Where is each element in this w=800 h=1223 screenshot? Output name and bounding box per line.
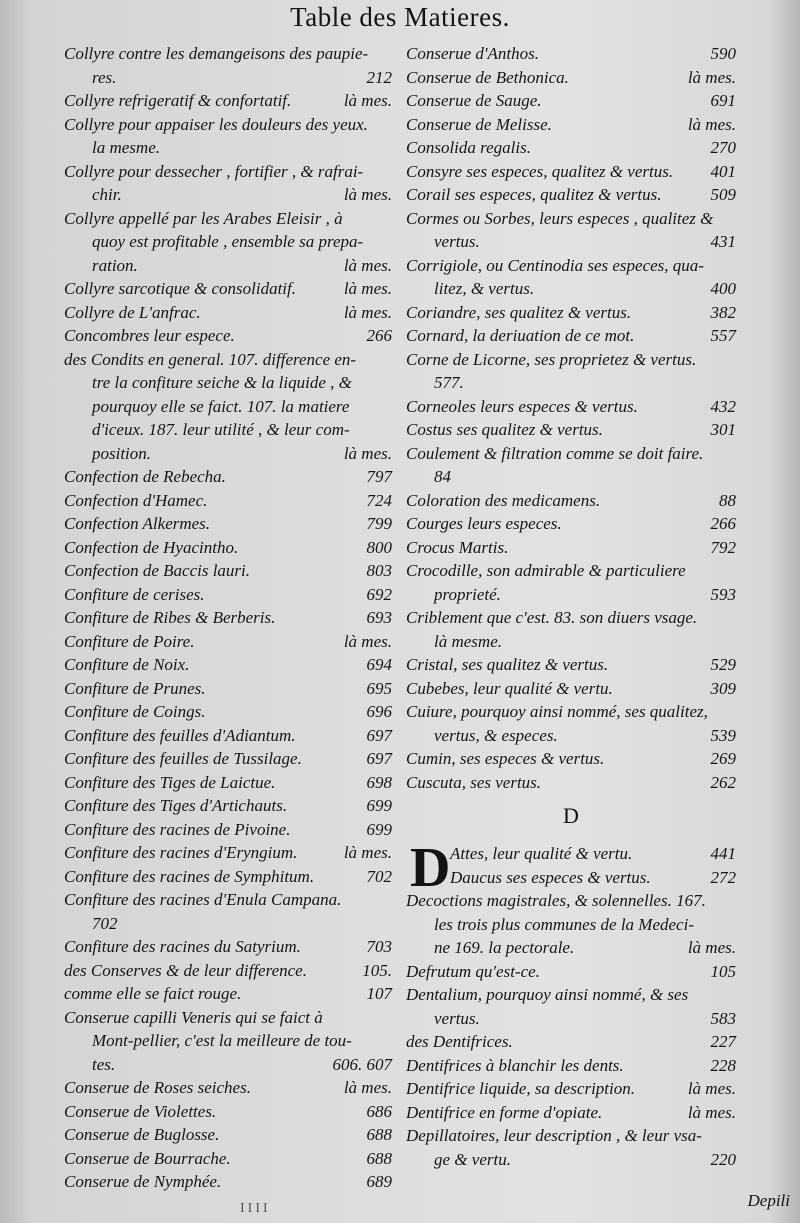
entry-text-line: Coloration des medicamens. [406, 490, 601, 510]
page-reference: 262 [710, 772, 736, 792]
page-reference: 688 [366, 1148, 392, 1168]
entry-text-line: Conserue d'Anthos. [406, 44, 540, 63]
index-entry [406, 606, 736, 653]
entry-text-line: Mont-pellier, c'est la meilleure de tou- [92, 1031, 352, 1050]
index-entry [64, 747, 392, 771]
page-reference: là mes. [343, 302, 392, 322]
index-entry [406, 113, 736, 137]
right-column [406, 42, 736, 1171]
page-reference: 606. 607 [332, 1054, 392, 1074]
index-entry [64, 348, 392, 466]
index-entry [406, 418, 736, 442]
page-reference: 509 [710, 185, 736, 204]
page-reference: 593 [710, 584, 736, 604]
page-reference: 382 [710, 302, 736, 322]
index-entry [64, 1100, 392, 1124]
page-reference: 301 [710, 420, 736, 439]
entry-text-line: Confiture des Tiges d'Artichauts. [64, 796, 288, 815]
entry-text-line: des Conserves & de leur difference. [64, 960, 307, 980]
index-entry [406, 301, 736, 325]
entry-text-line: Conserue de Melisse. [406, 114, 552, 134]
entry-text-line: Dentifrices à blanchir les dents. [406, 1055, 624, 1075]
page-reference: 105. [362, 960, 392, 980]
entry-text-line: Confiture des racines de Pivoine. [64, 819, 291, 839]
entry-text-line: Conserue de Sauge. [406, 91, 542, 110]
page-reference: 105 [710, 961, 736, 981]
page-reference: 228 [710, 1055, 736, 1075]
page-reference: 693 [366, 608, 392, 627]
page-reference: là mes. [687, 1079, 736, 1098]
page-reference: 699 [366, 796, 392, 815]
index-entry [406, 559, 736, 606]
entry-text-line: Daucus ses especes & vertus. [450, 867, 651, 887]
index-entry [406, 866, 736, 890]
page-reference: là mes. [687, 1102, 736, 1122]
entry-text-line: Conserue de Nymphée. [64, 1172, 222, 1191]
index-entry [406, 207, 736, 254]
entry-text-line: Collyre pour dessecher , fortifier , & rafrai- [64, 161, 364, 181]
index-entry [406, 66, 736, 90]
index-entry [406, 512, 736, 536]
page-reference: 689 [366, 1172, 392, 1191]
entry-text-line: Confiture de Prunes. [64, 678, 206, 698]
entry-text-line: pourquoy elle se faict. 107. la matiere [92, 396, 350, 416]
index-entry [406, 1124, 736, 1171]
entry-text-line: position. [92, 443, 152, 463]
index-entry [406, 136, 736, 160]
page-reference: 724 [366, 490, 392, 510]
index-entry [64, 113, 392, 160]
entry-text-line: Courges leurs especes. [406, 514, 562, 533]
page-reference: 590 [710, 44, 736, 63]
entry-text-line: ne 169. la pectorale. [434, 938, 575, 957]
entry-text-line: Defrutum qu'est-ce. [406, 961, 540, 981]
entry-text-line: Conserue de Bethonica. [406, 67, 569, 87]
entry-text-line: Cristal, ses qualitez & vertus. [406, 655, 609, 674]
entry-text-line: Attes, leur qualité & vertu. [450, 844, 633, 863]
entry-text-line: Confiture des feuilles d'Adiantum. [64, 725, 296, 745]
index-entry [64, 724, 392, 748]
entry-text-line: Confiture des racines d'Enula Campana. [64, 890, 342, 909]
index-entry [64, 1170, 392, 1194]
entry-text-line: Collyre refrigeratif & confortatif. [64, 91, 292, 110]
index-entry [406, 747, 736, 771]
entry-text-line: 702 [92, 913, 118, 933]
index-entry [64, 606, 392, 630]
entry-text-line: Confiture des racines de Symphitum. [64, 866, 315, 886]
entry-text-line: 84 [434, 467, 451, 486]
entry-text-line: litez, & vertus. [434, 279, 535, 298]
index-entry [64, 324, 392, 348]
page-reference: 702 [366, 866, 392, 886]
index-entry [406, 442, 736, 489]
entry-text-line: Conserue de Violettes. [64, 1101, 217, 1121]
catchword: Depili [747, 1191, 790, 1210]
entry-text-line: Confiture de cerises. [64, 584, 205, 604]
page-reference: 800 [366, 537, 392, 557]
entry-text-line: Dentifrice en forme d'opiate. [406, 1102, 603, 1122]
entry-text-line: Concombres leur espece. [64, 326, 235, 345]
page-reference: 692 [366, 584, 392, 604]
entry-text-line: 577. [434, 373, 464, 392]
index-entry [64, 677, 392, 701]
page-reference: 703 [366, 937, 392, 956]
page-reference: 212 [366, 67, 392, 87]
entry-text-line: d'iceux. 187. leur utilité , & leur com- [92, 420, 350, 439]
entry-text-line: Confiture des racines du Satyrium. [64, 937, 301, 956]
entry-text-line: quoy est profitable , ensemble sa prepa- [92, 232, 364, 251]
index-entry [406, 677, 736, 701]
entry-text-line: Criblement que c'est. 83. son diuers vsage. [406, 608, 698, 627]
page-reference: là mes. [687, 938, 736, 957]
index-entry [64, 818, 392, 842]
entry-text-line: Confiture de Poire. [64, 631, 195, 651]
entry-text-line: Confiture de Noix. [64, 655, 190, 674]
entry-text-line: vertus, & especes. [434, 725, 558, 745]
page-reference: 696 [366, 702, 392, 721]
index-entry [406, 842, 736, 866]
index-entry [406, 183, 736, 207]
entry-text-line: res. [92, 67, 117, 87]
entry-text-line: Collyre sarcotique & consolidatif. [64, 279, 296, 298]
index-entry [406, 1101, 736, 1125]
entry-text-line: Confiture des Tiges de Laictue. [64, 772, 276, 792]
entry-text-line: Confection de Hyacintho. [64, 537, 239, 557]
index-entry [64, 536, 392, 560]
index-entry [64, 489, 392, 513]
entry-text-line: Costus ses qualitez & vertus. [406, 420, 603, 439]
index-entry [64, 841, 392, 865]
entry-text-line: ge & vertu. [434, 1149, 511, 1169]
index-entry [64, 559, 392, 583]
left-column [64, 42, 392, 1194]
page-reference: là mes. [343, 843, 392, 862]
index-entry [64, 160, 392, 207]
entry-text-line: Coulement & filtration comme se doit faire. [406, 443, 704, 463]
page-reference: 227 [710, 1032, 736, 1051]
index-entry [64, 865, 392, 889]
entry-text-line: comme elle se faict rouge. [64, 984, 242, 1003]
page-reference: 699 [366, 819, 392, 839]
entry-text-line: Confiture des racines d'Eryngium. [64, 843, 298, 862]
index-entry [64, 89, 392, 113]
entry-text-line: chir. [92, 185, 122, 204]
index-entry [406, 653, 736, 677]
page-reference: 270 [710, 138, 736, 157]
entry-text-line: Cuscuta, ses vertus. [406, 772, 542, 792]
index-entry [406, 489, 736, 513]
page-reference: 529 [710, 655, 736, 674]
index-entry [64, 512, 392, 536]
page-reference: 107 [366, 984, 392, 1003]
entry-text-line: Confiture de Ribes & Berberis. [64, 608, 276, 627]
page-reference: 803 [366, 561, 392, 580]
entry-text-line: les trois plus communes de la Medeci- [434, 914, 694, 934]
entry-text-line: Crocodille, son admirable & particuliere [406, 561, 686, 580]
entry-text-line: Cuiure, pourquoy ainsi nommé, ses qualitez, [406, 702, 708, 721]
index-entry [406, 889, 736, 960]
page-reference: 266 [366, 326, 392, 345]
entry-text-line: Dentifrice liquide, sa description. [406, 1079, 635, 1098]
page-reference: 557 [710, 326, 736, 345]
entry-text-line: Collyre appellé par les Arabes Eleisir , à [64, 208, 343, 228]
entry-text-line: Confection d'Hamec. [64, 490, 208, 510]
dropcap-letter: D [410, 837, 451, 899]
entry-text-line: Decoctions magistrales, & solennelles. 167. [406, 891, 706, 910]
entry-text-line: Cornard, la deriuation de ce mot. [406, 326, 635, 345]
entry-text-line: Confiture de Coings. [64, 702, 206, 721]
page-reference: 694 [366, 655, 392, 674]
page-reference: 266 [710, 514, 736, 533]
entry-text-line: là mesme. [434, 631, 502, 651]
page-reference: 220 [710, 1149, 736, 1169]
entry-text-line: Conserue de Bourrache. [64, 1148, 231, 1168]
index-entry [406, 983, 736, 1030]
entry-text-line: Conserue de Buglosse. [64, 1125, 220, 1144]
index-entry [64, 277, 392, 301]
index-entry [406, 348, 736, 395]
entry-text-line: Corrigiole, ou Centinodia ses especes, qua- [406, 255, 704, 275]
index-entry [64, 1123, 392, 1147]
page-reference: 583 [710, 1008, 736, 1028]
index-entry [406, 160, 736, 184]
page-reference: 432 [710, 396, 736, 416]
page-reference: 441 [710, 844, 736, 863]
entry-text-line: la mesme. [92, 138, 160, 157]
page-header: Table des Matieres. [290, 2, 510, 32]
index-entry [406, 395, 736, 419]
index-entry [406, 324, 736, 348]
entry-text-line: Corne de Licorne, ses proprietez & vertus. [406, 349, 697, 369]
entry-text-line: Confiture des feuilles de Tussilage. [64, 749, 302, 768]
page-reference: 697 [366, 749, 392, 768]
page-reference: là mes. [343, 91, 392, 110]
page-reference: là mes. [687, 114, 736, 134]
page-reference: 309 [710, 678, 736, 698]
page-reference: là mes. [343, 443, 392, 463]
page-reference: 697 [366, 725, 392, 745]
entry-text-line: Consolida regalis. [406, 138, 531, 157]
page-reference: 269 [710, 749, 736, 768]
index-entry [64, 583, 392, 607]
entry-text-line: Corneoles leurs especes & vertus. [406, 396, 638, 416]
page-reference: 401 [710, 161, 736, 181]
index-entry [64, 42, 392, 89]
entry-text-line: tes. [92, 1054, 116, 1074]
entry-text-line: Cubebes, leur qualité & vertu. [406, 678, 613, 698]
index-entry [406, 536, 736, 560]
entry-text-line: Collyre contre les demangeisons des paupie- [64, 44, 369, 63]
index-entry [64, 982, 392, 1006]
page-reference: là mes. [687, 67, 736, 87]
entry-text-line: Conserue capilli Veneris qui se faict à [64, 1007, 323, 1027]
page-reference: 695 [366, 678, 392, 698]
index-entry [406, 42, 736, 66]
page-reference: là mes. [343, 1078, 392, 1097]
entry-text-line: Confection de Baccis lauri. [64, 561, 251, 580]
index-entry [64, 1006, 392, 1077]
entry-text-line: Cormes ou Sorbes, leurs especes , qualitez & [406, 208, 714, 228]
entry-text-line: Confection Alkermes. [64, 514, 211, 533]
index-entry [406, 771, 736, 795]
index-entry [406, 1030, 736, 1054]
entry-text-line: vertus. [434, 1008, 480, 1028]
entry-text-line: Collyre pour appaiser les douleurs des yeux. [64, 114, 368, 134]
index-entry [406, 1054, 736, 1078]
index-entry [406, 1077, 736, 1101]
section-letter: D [563, 803, 579, 828]
entry-text-line: Crocus Martis. [406, 537, 509, 557]
entry-text-line: Confection de Rebecha. [64, 467, 226, 486]
page-reference: 88 [719, 490, 736, 510]
index-entry [64, 465, 392, 489]
right-column-d-entries [406, 837, 736, 1171]
index-entry [64, 630, 392, 654]
page-reference: là mes. [343, 279, 392, 298]
page-reference: 539 [710, 725, 736, 745]
page-reference: 799 [366, 514, 392, 533]
index-entry [64, 771, 392, 795]
index-entry [406, 89, 736, 113]
index-entry [64, 1147, 392, 1171]
entry-text-line: Collyre de L'anfrac. [64, 302, 201, 322]
page-reference: 792 [710, 537, 736, 557]
signature-mark: IIII [240, 1201, 271, 1216]
index-entry [64, 301, 392, 325]
page-reference: 797 [366, 467, 392, 486]
entry-text-line: proprieté. [434, 584, 501, 604]
index-entry [64, 207, 392, 278]
right-column-c-entries [406, 42, 736, 794]
page-reference: 272 [710, 867, 736, 887]
index-entry [64, 888, 392, 935]
entry-text-line: Corail ses especes, qualitez & vertus. [406, 185, 662, 204]
entry-text-line: vertus. [434, 232, 480, 251]
page-reference: là mes. [343, 631, 392, 651]
page-reference: 400 [710, 279, 736, 298]
index-entry [406, 254, 736, 301]
page-reference: 698 [366, 772, 392, 792]
entry-text-line: Cumin, ses especes & vertus. [406, 749, 605, 768]
entry-text-line: Conserue de Roses seiches. [64, 1078, 251, 1097]
page-reference: là mes. [343, 185, 392, 204]
entry-text-line: Coriandre, ses qualitez & vertus. [406, 302, 632, 322]
entry-text-line: ration. [92, 255, 138, 275]
index-entry [64, 653, 392, 677]
page-reference: là mes. [343, 255, 392, 275]
entry-text-line: tre la confiture seiche & la liquide , & [92, 373, 352, 392]
index-entry [406, 700, 736, 747]
index-entry [64, 794, 392, 818]
page-reference: 431 [710, 232, 736, 251]
index-entry [64, 1076, 392, 1100]
entry-text-line: Depillatoires, leur description , & leur vsa- [406, 1126, 702, 1145]
section-d-block [406, 837, 736, 1171]
index-entry [64, 959, 392, 983]
entry-text-line: des Dentifrices. [406, 1032, 513, 1051]
page-reference: 686 [366, 1101, 392, 1121]
entry-text-line: Consyre ses especes, qualitez & vertus. [406, 161, 674, 181]
index-entry [64, 935, 392, 959]
index-entry [64, 700, 392, 724]
page-reference: 688 [366, 1125, 392, 1144]
entry-text-line: des Condits en general. 107. difference en- [64, 349, 357, 369]
index-entry [406, 960, 736, 984]
entry-text-line: Dentalium, pourquoy ainsi nommé, & ses [406, 985, 689, 1004]
page-reference: 691 [710, 91, 736, 110]
